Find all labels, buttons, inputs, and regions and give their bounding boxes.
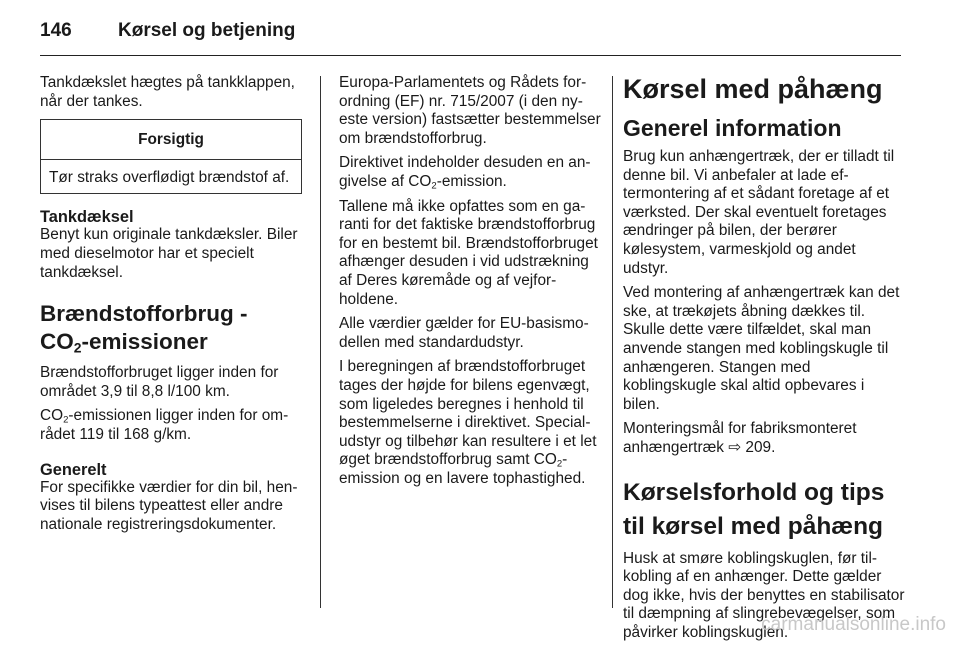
fuel-heading-rest: -emissioner	[81, 329, 208, 355]
generelt-paragraph: For specifikke værdier for din bil, henvises til bilens typeattest eller andre nationale registreringsdokumenter.	[40, 478, 298, 533]
caution-text: Tør straks overflødigt brændstof af.	[49, 168, 290, 186]
chapter-title: Kørsel og betjening	[118, 20, 296, 41]
regulation-paragraph: Europa-Parlamentets og Rådets forordning (EF) nr. 715/2007 (i den nyeste version) fastsætter bestemmelser om brændstofforbrug.	[339, 74, 601, 147]
fuel-heading-line1: Brændstofforbrug -	[40, 301, 248, 327]
tankdaeksel-heading: Tankdæksel	[40, 208, 134, 227]
intro-paragraph: Tankdækslet hægtes på tankklappen, når der tankes.	[40, 74, 295, 110]
directive-sub: 2	[431, 180, 437, 192]
fuel-heading-co: CO	[40, 329, 74, 355]
calculation-paragraph	[339, 358, 604, 488]
fuel-consumption-heading	[40, 300, 302, 356]
column-right	[623, 74, 905, 648]
co2-rest: -emissionen ligger inden for området 119 til 168 g/km.	[40, 407, 289, 443]
header-rule	[40, 55, 901, 56]
dimensions-paragraph	[623, 420, 905, 457]
dimensions-text-a: Monteringsmål for fabriksmonteret anhængertræk	[623, 420, 857, 456]
calculation-text-a: I beregningen af brændstofforbruget tages der højde for bilens egenvægt, som ligeledes beregnes i henhold til bestemmelserne i direktivet. Specialudstyr og tilbehør kan resultere i et let øget brændstofforbrug samt CO	[339, 358, 597, 469]
lubrication-paragraph: Husk at smøre koblingskuglen, før tilkobling af en anhænger. Dette gælder dog ikke, hvis der benyttes en stabilisator til dæmpning af slingrebevægelser, som påvirker koblingskuglen.	[623, 549, 905, 641]
co2-co: CO	[40, 407, 64, 425]
directive-text-a: Direktivet indeholder desuden en angivelse af CO	[339, 154, 591, 190]
calculation-sub: 2	[556, 458, 563, 470]
towbar-paragraph: Brug kun anhængertræk, der er tilladt til denne bil. Vi anbefaler at lade eftermontering af et sådant foretage af et værksted. Der skal eventuelt foretages ændringer på bilen, der berører kølesystem, varmeskjold og andet udstyr.	[623, 148, 895, 277]
guarantee-paragraph: Tallene må ikke opfattes som en garanti for det faktiske brændstofforbrug for en bestemt bil. Brændstofforbruget afhænger desuden i vid udstrækning af Deres køremåde og af vejforholdene.	[339, 197, 598, 308]
calculation-text-b: -emission og en lavere tophastighed.	[339, 451, 586, 487]
caution-box	[40, 119, 302, 194]
dimensions-text-b: 209.	[741, 438, 776, 456]
page-number: 146	[40, 20, 72, 41]
fuel-heading-sub: 2	[73, 339, 82, 356]
page-header	[40, 20, 295, 50]
general-info-heading: Generel information	[623, 115, 842, 141]
generelt-heading: Generelt	[40, 460, 107, 479]
column-divider	[612, 76, 613, 608]
column-left	[40, 74, 302, 540]
mounting-paragraph: Ved montering af anhængertræk kan det ske, at trækøjets åbning dækkes til. Skulle dette være tilfældet, skal man anvende stangen med koblingskugle til anhængeren. Stangen med koblingskugle skal altid opbevares i bilen.	[623, 284, 900, 413]
column-divider	[320, 76, 321, 608]
towing-heading: Kørsel med påhæng	[623, 74, 883, 104]
column-middle	[339, 74, 604, 494]
co2-paragraph	[40, 407, 302, 444]
tankdaeksel-paragraph: Benyt kun originale tankdæksler. Biler med dieselmotor har et specielt tankdæksel.	[40, 226, 298, 281]
directive-paragraph	[339, 154, 604, 191]
directive-text-b: -emission.	[436, 172, 507, 190]
fuel-paragraph: Brændstofforbruget ligger inden for området 3,9 til 8,8 l/100 km.	[40, 364, 279, 400]
eu-values-paragraph: Alle værdier gælder for EU-basismodellen med standardudstyr.	[339, 315, 589, 351]
driving-tips-heading: Kørselsforhold og tips til kørsel med påhæng	[623, 478, 885, 540]
watermark: carmanualsonline.info	[761, 614, 946, 635]
page-ref-arrow-icon[interactable]: ⇨	[728, 438, 742, 456]
caution-title: Forsigtig	[41, 120, 301, 160]
co2-sub: 2	[63, 414, 69, 426]
